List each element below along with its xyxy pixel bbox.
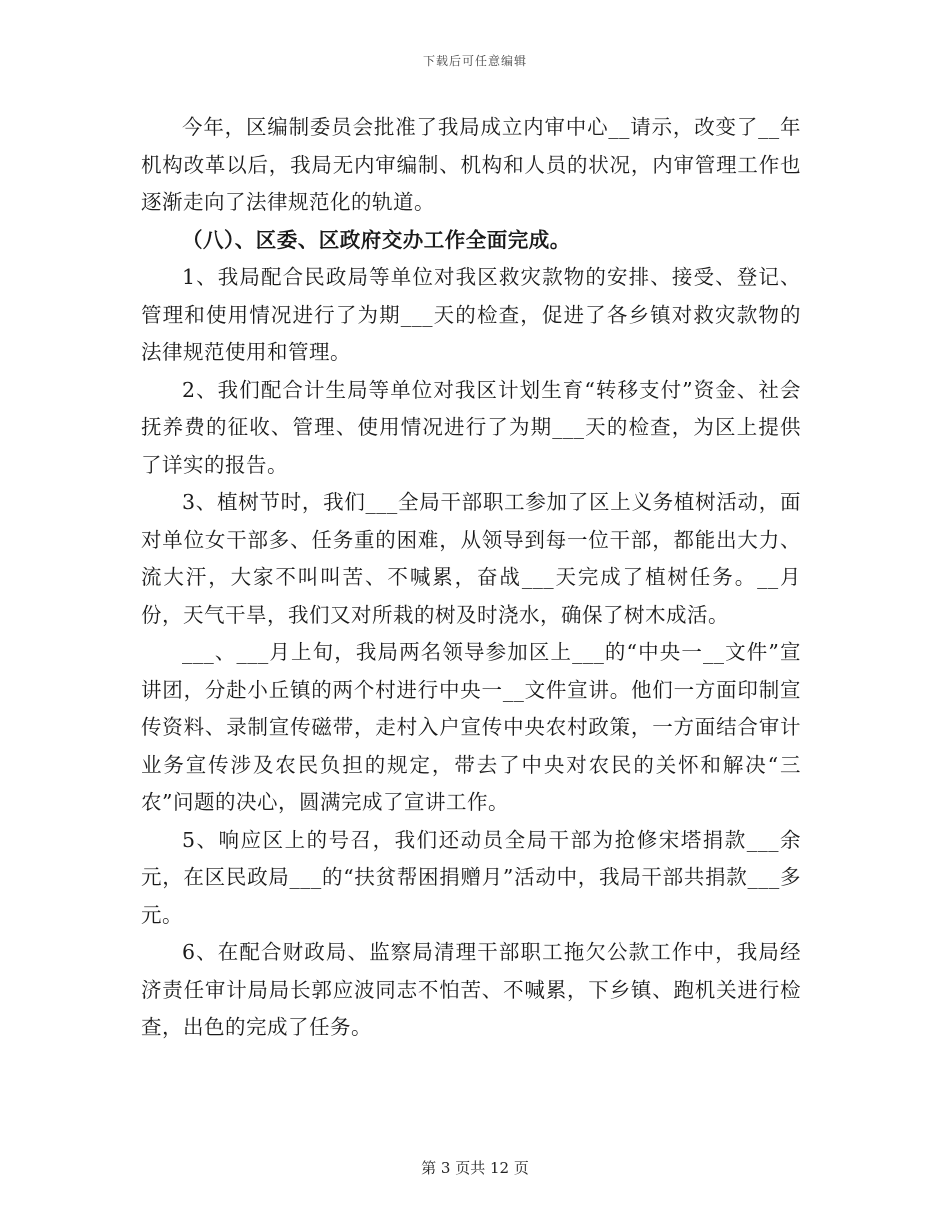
document-body — [141, 109, 801, 1047]
paragraph-item-4: ___、___月上旬，我局两名领导参加区上___的“中央一__文件”宣讲团，分赴小丘镇的两个村进行中央一__文件宣讲。他们一方面印制宣传资料、录制宣传磁带，走村入户宣传中央农村政策，一方面结合审计业务宣传涉及农民负担的规定，带去了中央对农民的关怀和解决“三农”问题的决心，圆满完成了宣讲工作。 — [141, 640, 801, 814]
paragraph-item-1: 1、我局配合民政局等单位对我区救灾款物的安排、接受、登记、管理和使用情况进行了为期___天的检查，促进了各乡镇对救灾款物的法律规范使用和管理。 — [141, 265, 801, 364]
paragraph-item-6: 6、在配合财政局、监察局清理干部职工拖欠公款工作中，我局经济责任审计局局长郭应波同志不怕苦、不喊累，下乡镇、跑机关进行检查，出色的完成了任务。 — [141, 940, 801, 1039]
page-number: 第 3 页共 12 页 — [421, 1159, 529, 1177]
paragraph-item-3: 3、植树节时，我们___全局干部职工参加了区上义务植树活动，面对单位女干部多、任务重的困难，从领导到每一位干部，都能出大力、流大汗，大家不叫叫苦、不喊累，奋战___天完成了植树任务。__月份，天气干旱，我们又对所栽的树及时浇水，确保了树木成活。 — [141, 490, 801, 627]
paragraph-item-2: 2、我们配合计生局等单位对我区计划生育“转移支付”资金、社会抚养费的征收、管理、使用情况进行了为期___天的检查，为区上提供了详实的报告。 — [141, 377, 801, 477]
paragraph-intro: 今年，区编制委员会批准了我局成立内审中心__请示，改变了__年机构改革以后，我局无内审编制、机构和人员的状况，内审管理工作也逐渐走向了法律规范化的轨道。 — [141, 115, 801, 214]
paragraph-item-5: 5、响应区上的号召，我们还动员全局干部为抢修宋塔捐款___余元，在区民政局___的“扶贫帮困捐赠月”活动中，我局干部共捐款___多元。 — [141, 827, 801, 927]
section-heading: （八）、区委、区政府交办工作全面完成。 — [182, 227, 571, 252]
page-header: 下载后可任意编辑 — [422, 54, 527, 68]
